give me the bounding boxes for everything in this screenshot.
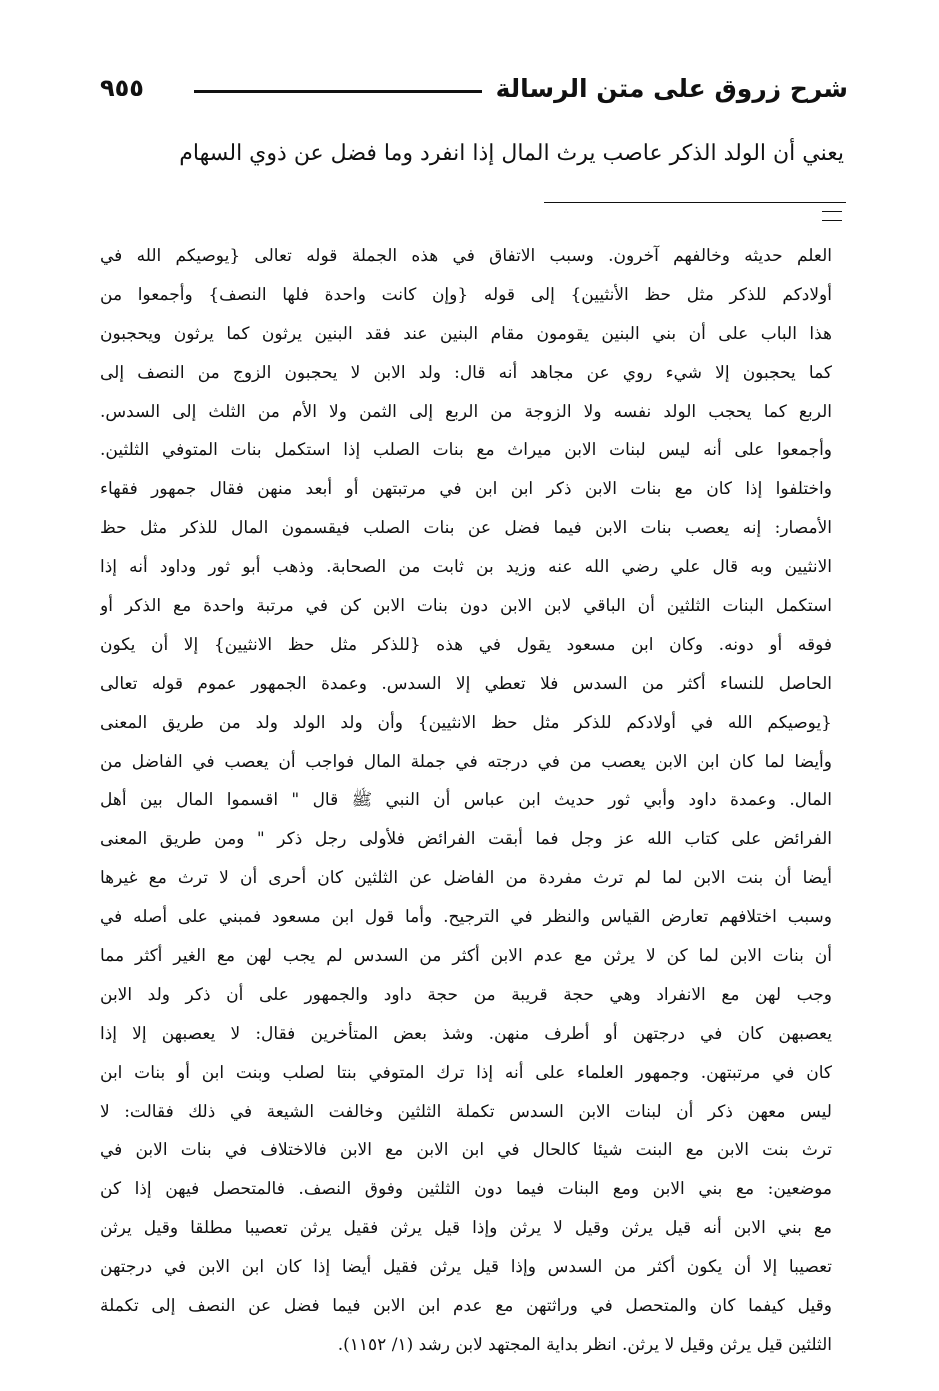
footnote-line: المال. وعمدة داود وأبي ثور حديث ابن عباس أن النبي ﷺ قال " اقسموا المال بين أهل xyxy=(100,790,832,811)
header-rule xyxy=(194,90,482,93)
footnote-line: كما يحجبون إلا شيء روي عن مجاهد أنه قال: ولد الابن لا يحجبون الزوج من النصف إلى xyxy=(100,362,832,383)
footnote-marker xyxy=(822,211,842,221)
running-title: شرح زروق على متن الرسالة xyxy=(495,73,848,103)
footnote-line: وجب لهن مع الانفراد وهي حجة قريبة من حجة داود والجمهور على أن ذكر ولد الابن xyxy=(100,984,832,1005)
footnote-line: تعصيبا إلا أن يكون أكثر من السدس وإذا قيل يرثن فقيل أيضا إذا كان ابن الابن في درجتهن xyxy=(100,1257,832,1278)
footnote-line: فوقه أو دونه. وكان ابن مسعود يقول في هذه {للذكر مثل حظ الانثيين} إلا أن يكون xyxy=(100,634,832,655)
footnote-line: وقيل كيفما كان والمتحصل في وراثتهن مع عدم ابن الابن فيما فضل عن النصف إلى تكملة xyxy=(100,1296,832,1317)
footnote-line: هذا الباب على أن بني البنين يقومون مقام البنين عند فقد البنين يرثون كما يرثون ويحجبون xyxy=(100,323,832,344)
footnote-line: العلم حديثه وخالفهم آخرون. وسبب الاتفاق في هذه الجملة قوله تعالى {يوصيكم الله في xyxy=(100,246,832,266)
footnote-line: أيضا أن بنت الابن لما لم ترث مفردة من الفاضل عن الثلثين كان أحرى أن لا ترث مع غيرها xyxy=(100,868,832,889)
footnote-line: الحاصل للنساء أكثر من السدس فلا تعطي إلا السدس. وعمدة الجمهور عموم قوله تعالى xyxy=(100,673,832,694)
page-number: ٩٥٥ xyxy=(100,74,144,102)
footnote-line: كان في مرتبتهن. وجمهور العلماء على أنه إذا ترك المتوفي بنتا لصلب وبنت ابن أو بنات ابن xyxy=(100,1062,832,1083)
footnote-line: {يوصيكم الله في أولادكم للذكر مثل حظ الانثيين} وأن ولد الولد ولد من طريق المعنى xyxy=(100,712,832,733)
footnote-body xyxy=(100,237,832,1365)
footnote-line: أولادكم للذكر مثل حظ الأنثيين} إلى قوله {وإن كانت واحدة فلها النصف} وأجمعوا من xyxy=(100,284,832,305)
footnote-line: يعصبهن كان في درجتهن أو أطرف منهن. وشذ بعض المتأخرين فقال: لا يعصبهن إلا إذا xyxy=(100,1023,832,1044)
footnote-line: واختلفوا إذا كان مع بنات الابن ذكر ابن ابن في مرتبتهن أو أبعد منهن فقال جمهور فقهاء xyxy=(100,479,832,500)
footnote-line: أن بنات الابن لما كن لا يرثن مع عدم الابن أكثر من السدس لم يجب لهن مع الغير أكثر مما xyxy=(100,946,832,967)
footnote-line: الانثيين وبه قال علي رضي الله عنه وزيد بن ثابت من الصحابة. وذهب أبو ثور وداود أنه إذا xyxy=(100,557,832,578)
footnote-line: ترث بنت الابن مع البنت شيئا كالحال في ابن الابن مع الابن فالاختلاف في بنات الابن في xyxy=(100,1140,832,1161)
footnote-line: وأجمعوا على أنه ليس لبنات الابن ميراث مع بنات الصلب إذا استكمل بنات المتوفي الثلثين. xyxy=(100,440,832,461)
footnote-line: ليس معهن ذكر أن لبنات الابن السدس تكملة الثلثين وخالفت الشيعة في ذلك فقالت: لا xyxy=(100,1101,832,1122)
footnote-line: موضعين: مع بني الابن ومع البنات فيما دون الثلثين وفوق النصف. فالمتحصل فيهن إذا كن xyxy=(100,1179,832,1200)
footnote-line: الأمصار: إنه يعصب بنات الابن فيما فضل عن بنات الصلب فيقسمون المال للذكر مثل حظ xyxy=(100,518,832,539)
footnote-line: وأيضا لما كان ابن الابن يعصب من في درجته في جملة المال فواجب أن يعصب في الفاضل من xyxy=(100,751,832,772)
footnote-line: مع بني الابن أنه قيل يرثن وقيل لا يرثن وإذا قيل يرثن فقيل يرثن تعصيبا مطلقا وقيل يرثن xyxy=(100,1218,832,1239)
footnote-line: الثلثين قيل يرثن وقيل لا يرثن. انظر بداية المجتهد لابن رشد (١/ ١١٥٢). xyxy=(337,1334,832,1355)
page-header xyxy=(96,66,848,110)
main-text-line: يعني أن الولد الذكر عاصب يرث المال إذا انفرد وما فضل عن ذوي السهام xyxy=(179,141,844,166)
footnote-line: استكمل البنات الثلثين أن الباقي لابن الابن دون بنات الابن كن في مرتبة واحدة مع الذكر أو xyxy=(100,596,832,617)
footnote-line: الفرائض على كتاب الله عز وجل فما أبقت الفرائض فلأولى رجل ذكر " ومن طريق المعنى xyxy=(100,829,832,850)
footnote-line: الربع كما يحجب الولد نفسه ولا الزوجة من الربع إلى الثمن ولا الأم من الثلث إلى السدس. xyxy=(100,401,832,422)
footnote-line: وسبب اختلافهم تعارض القياس والنظر في الترجيح. وأما قول ابن مسعود فمبني على أصله في xyxy=(100,907,832,928)
footnote-separator xyxy=(544,202,846,203)
